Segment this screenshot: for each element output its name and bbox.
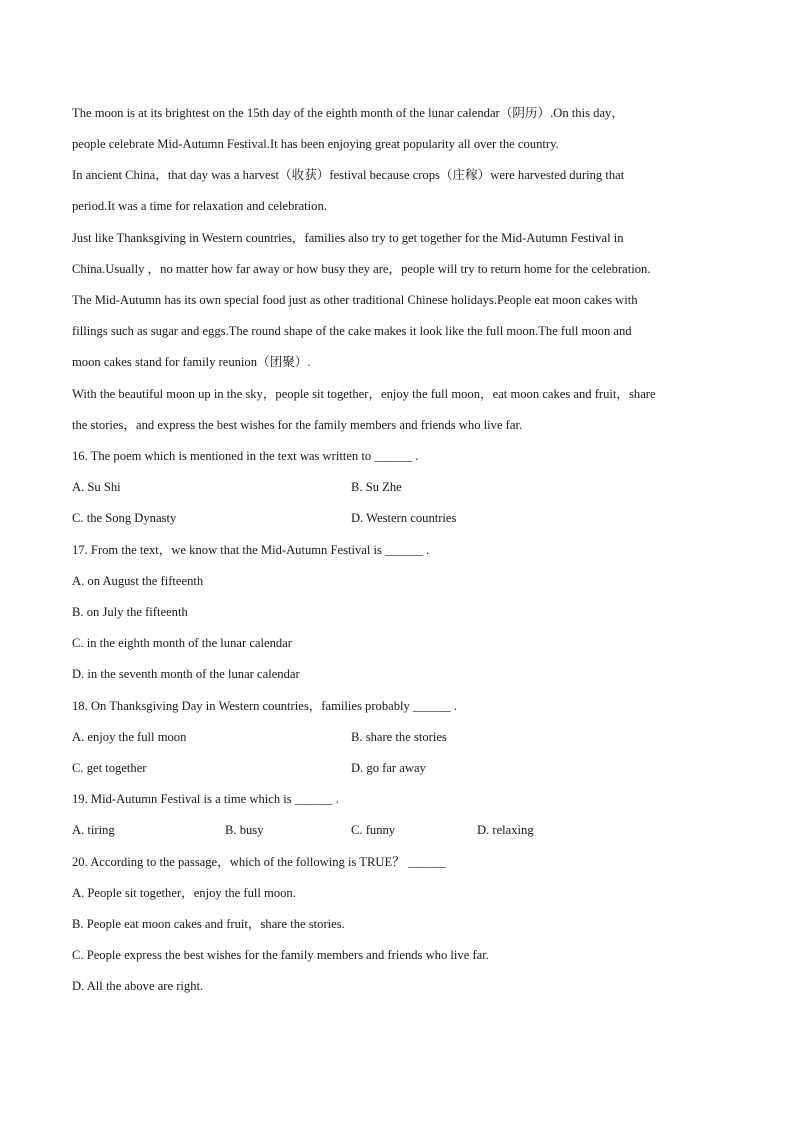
option-d: D. Western countries bbox=[351, 511, 457, 525]
option-a: A. People sit together，enjoy the full moon. bbox=[72, 886, 296, 900]
option-d: D. go far away bbox=[351, 761, 426, 775]
option-c: C. funny bbox=[351, 823, 396, 837]
option-b: B. on July the fifteenth bbox=[72, 605, 188, 619]
option-b: B. Su Zhe bbox=[351, 480, 402, 494]
passage-line: Just like Thanksgiving in Western countries，families also try to get together for the Mid-Autumn Festival in bbox=[72, 231, 624, 245]
question-stem: 18. On Thanksgiving Day in Western countries，families probably ______ . bbox=[72, 699, 458, 713]
question-stem: 16. The poem which is mentioned in the text was written to ______ . bbox=[72, 449, 419, 463]
option-d: D. relaxing bbox=[477, 823, 534, 837]
passage-line: With the beautiful moon up in the sky，people sit together，enjoy the full moon，eat moon cakes and fruit，share bbox=[72, 387, 656, 401]
passage-line: fillings such as sugar and eggs.The round shape of the cake makes it look like the full moon.The full moon and bbox=[72, 324, 632, 338]
option-d: D. in the seventh month of the lunar calendar bbox=[72, 667, 300, 681]
option-b: B. busy bbox=[225, 823, 264, 837]
option-a: A. on August the fifteenth bbox=[72, 574, 204, 588]
option-a: A. Su Shi bbox=[72, 480, 121, 494]
passage-line: The moon is at its brightest on the 15th day of the eighth month of the lunar calendar（阴历）.On this day， bbox=[72, 106, 624, 120]
passage-line: the stories，and express the best wishes for the family members and friends who live far. bbox=[72, 418, 523, 432]
passage-line: China.Usually ，no matter how far away or how busy they are，people will try to return home for the celebration. bbox=[72, 262, 651, 276]
passage-line: period.It was a time for relaxation and celebration. bbox=[72, 199, 327, 213]
option-b: B. People eat moon cakes and fruit，share the stories. bbox=[72, 917, 345, 931]
passage-line: The Mid-Autumn has its own special food just as other traditional Chinese holidays.People eat moon cakes with bbox=[72, 293, 638, 307]
passage-line: In ancient China，that day was a harvest（收获）festival because crops（庄稼）were harvested during that bbox=[72, 168, 625, 182]
option-a: A. tiring bbox=[72, 823, 115, 837]
option-c: C. People express the best wishes for the family members and friends who live far. bbox=[72, 948, 489, 962]
question-stem: 19. Mid-Autumn Festival is a time which is ______ . bbox=[72, 792, 339, 806]
option-a: A. enjoy the full moon bbox=[72, 730, 187, 744]
option-c: C. in the eighth month of the lunar calendar bbox=[72, 636, 292, 650]
passage-line: moon cakes stand for family reunion（团聚）. bbox=[72, 355, 311, 369]
question-stem: 20. According to the passage，which of the following is TRUE？ ______ bbox=[72, 855, 446, 869]
passage-line: people celebrate Mid-Autumn Festival.It has been enjoying great popularity all over the country. bbox=[72, 137, 559, 151]
option-d: D. All the above are right. bbox=[72, 979, 204, 993]
option-b: B. share the stories bbox=[351, 730, 447, 744]
question-stem: 17. From the text，we know that the Mid-Autumn Festival is ______ . bbox=[72, 543, 430, 557]
option-c: C. get together bbox=[72, 761, 147, 775]
option-c: C. the Song Dynasty bbox=[72, 511, 177, 525]
